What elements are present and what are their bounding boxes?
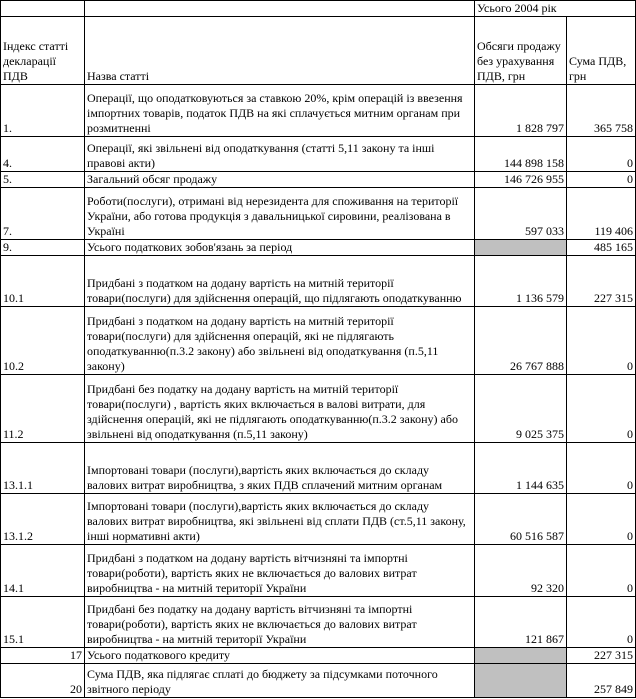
column-header-vat: Сума ПДВ, грн [567, 17, 636, 85]
row-name: Придбані з податком на додану вартість вітчизняні та імпортні товари(роботи), вартість яких не включається до валових витрат виробництва - на митній території України [85, 545, 475, 597]
row-sales: 1 136 579 [475, 256, 567, 307]
row-name: Усього податкових зобов'язань за період [85, 240, 475, 256]
table-row [1, 137, 636, 172]
row-sales [475, 240, 567, 256]
table-period-row [1, 1, 636, 17]
period-label: Усього 2004 рік [475, 1, 636, 17]
row-vat: 0 [567, 443, 636, 494]
row-sales: 121 867 [475, 597, 567, 648]
row-sales: 26 767 888 [475, 307, 567, 375]
row-index: 11.2 [1, 375, 85, 443]
row-sales: 92 320 [475, 545, 567, 597]
row-name: Загальний обсяг продажу [85, 172, 475, 188]
row-index: 1. [1, 85, 85, 137]
table-row [1, 664, 636, 698]
table-row [1, 375, 636, 443]
row-sales: 146 726 955 [475, 172, 567, 188]
row-name: Роботи(послуги), отримані від нерезидента для споживання на території України, або готова продукція з давальницької сировини, реалізована в Україні [85, 188, 475, 240]
row-name: Придбані без податку на додану вартість вітчизняні та імпортні товари(роботи), вартість яких не включається до валових витрат виробництва - на митній території України [85, 597, 475, 648]
table-header-row [1, 17, 636, 85]
row-sales: 597 033 [475, 188, 567, 240]
table-row [1, 648, 636, 664]
row-sales: 1 828 797 [475, 85, 567, 137]
row-index: 13.1.2 [1, 494, 85, 545]
row-index: 17 [1, 648, 85, 664]
row-sales: 9 025 375 [475, 375, 567, 443]
row-index: 9. [1, 240, 85, 256]
header-empty-cell [85, 1, 475, 17]
table-row [1, 256, 636, 307]
table-row [1, 545, 636, 597]
table-row [1, 188, 636, 240]
row-index: 20 [1, 664, 85, 698]
row-sales: 60 516 587 [475, 494, 567, 545]
row-vat: 227 315 [567, 648, 636, 664]
table-row [1, 443, 636, 494]
table-row [1, 172, 636, 188]
row-name: Імпортовані товари (послуги),вартість яких включається до складу валових витрат виробництва, які звільнені від сплати ПДВ (ст.5,11 закону, інші нормативні акти) [85, 494, 475, 545]
row-name: Сума ПДВ, яка підлягає сплаті до бюджету за підсумками поточного звітного періоду [85, 664, 475, 698]
table-row [1, 85, 636, 137]
column-header-name: Назва статті [85, 17, 475, 85]
table-row [1, 240, 636, 256]
row-index: 15.1 [1, 597, 85, 648]
row-index: 10.2 [1, 307, 85, 375]
row-index: 10.1 [1, 256, 85, 307]
row-vat: 0 [567, 172, 636, 188]
row-vat: 0 [567, 494, 636, 545]
row-index: 14.1 [1, 545, 85, 597]
row-name: Операції, що оподатковуються за ставкою 20%, крім операцій із ввезення імпортних товарів, податок ПДВ на які сплачується митним органам при розмитненні [85, 85, 475, 137]
row-vat: 365 758 [567, 85, 636, 137]
column-header-index: Індекс статті декларації ПДВ [1, 17, 85, 85]
row-vat: 0 [567, 375, 636, 443]
row-name: Придбані без податку на додану вартість на митній території товари(послуги) , вартість яких включається в валові витрати, для здійснення операцій, які не підлягають оподаткуванню(п.3.2 закону) або звільнені від оподаткування (п.5,11 закону) [85, 375, 475, 443]
row-index: 13.1.1 [1, 443, 85, 494]
row-vat: 0 [567, 597, 636, 648]
row-name: Усього податкового кредиту [85, 648, 475, 664]
row-vat: 0 [567, 307, 636, 375]
row-name: Операції, які звільнені від оподаткування (статті 5,11 закону та інші правові акти) [85, 137, 475, 172]
row-vat: 0 [567, 545, 636, 597]
row-index: 4. [1, 137, 85, 172]
table-row [1, 494, 636, 545]
table-row [1, 307, 636, 375]
row-sales [475, 648, 567, 664]
row-sales: 144 898 158 [475, 137, 567, 172]
row-vat: 119 406 [567, 188, 636, 240]
row-name: Імпортовані товари (послуги),вартість яких включається до складу валових витрат виробництва, з яких ПДВ сплачений митним органам [85, 443, 475, 494]
row-sales: 1 144 635 [475, 443, 567, 494]
row-vat: 485 165 [567, 240, 636, 256]
row-vat: 257 849 [567, 664, 636, 698]
header-empty-cell [1, 1, 85, 17]
table-row [1, 597, 636, 648]
row-vat: 227 315 [567, 256, 636, 307]
column-header-sales: Обсяги продажу без урахування ПДВ, грн [475, 17, 567, 85]
row-sales [475, 664, 567, 698]
row-index: 5. [1, 172, 85, 188]
row-name: Придбані з податком на додану вартість на митній території товари(послуги) для здійснення операцій, які не підлягають оподаткуванню(п.3.2 закону) або звільнені від оподаткування (п.5,11 закону) [85, 307, 475, 375]
row-vat: 0 [567, 137, 636, 172]
row-index: 7. [1, 188, 85, 240]
row-name: Придбані з податком на додану вартість на митній території товари(послуги) для здійснення операцій, що підлягають оподаткуванню [85, 256, 475, 307]
